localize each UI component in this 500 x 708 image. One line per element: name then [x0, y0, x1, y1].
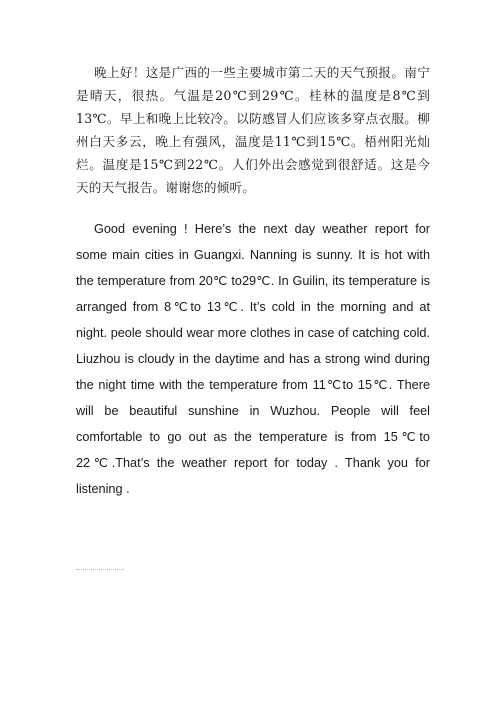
footer-divider — [76, 569, 124, 570]
english-weather-report-paragraph: Good evening ! Here’s the next day weather report for some main cities in Guangxi. Nanning is sunny. It is hot with the temperature from 20℃ to29℃. In Guilin, its temperature is arranged from 8℃to 13℃. It’s cold in the morning and at night. peole should wear more clothes in case of catching cold. Liuzhou is cloudy in the daytime and has a strong wind during the night time with the temperature from 11℃to 15℃. There will be beautiful sunshine in Wuzhou. People will feel comfortable to go out as the temperature is from 15℃to 22℃.That’s the weather report for today . Thank you for listening . — [76, 222, 430, 496]
chinese-weather-report-paragraph: 晚上好！这是广西的一些主要城市第二天的天气预报。南宁是晴天，很热。气温是20℃到29℃。桂林的温度是8℃到13℃。早上和晚上比较冷。以防感冒人们应该多穿点衣服。柳州白天多云，晚上有强风，温度是11℃到15℃。梧州阳光灿烂。温度是15℃到22℃。人们外出会感觉到很舒适。这是今天的天气报告。谢谢您的倾听。 — [76, 65, 430, 195]
